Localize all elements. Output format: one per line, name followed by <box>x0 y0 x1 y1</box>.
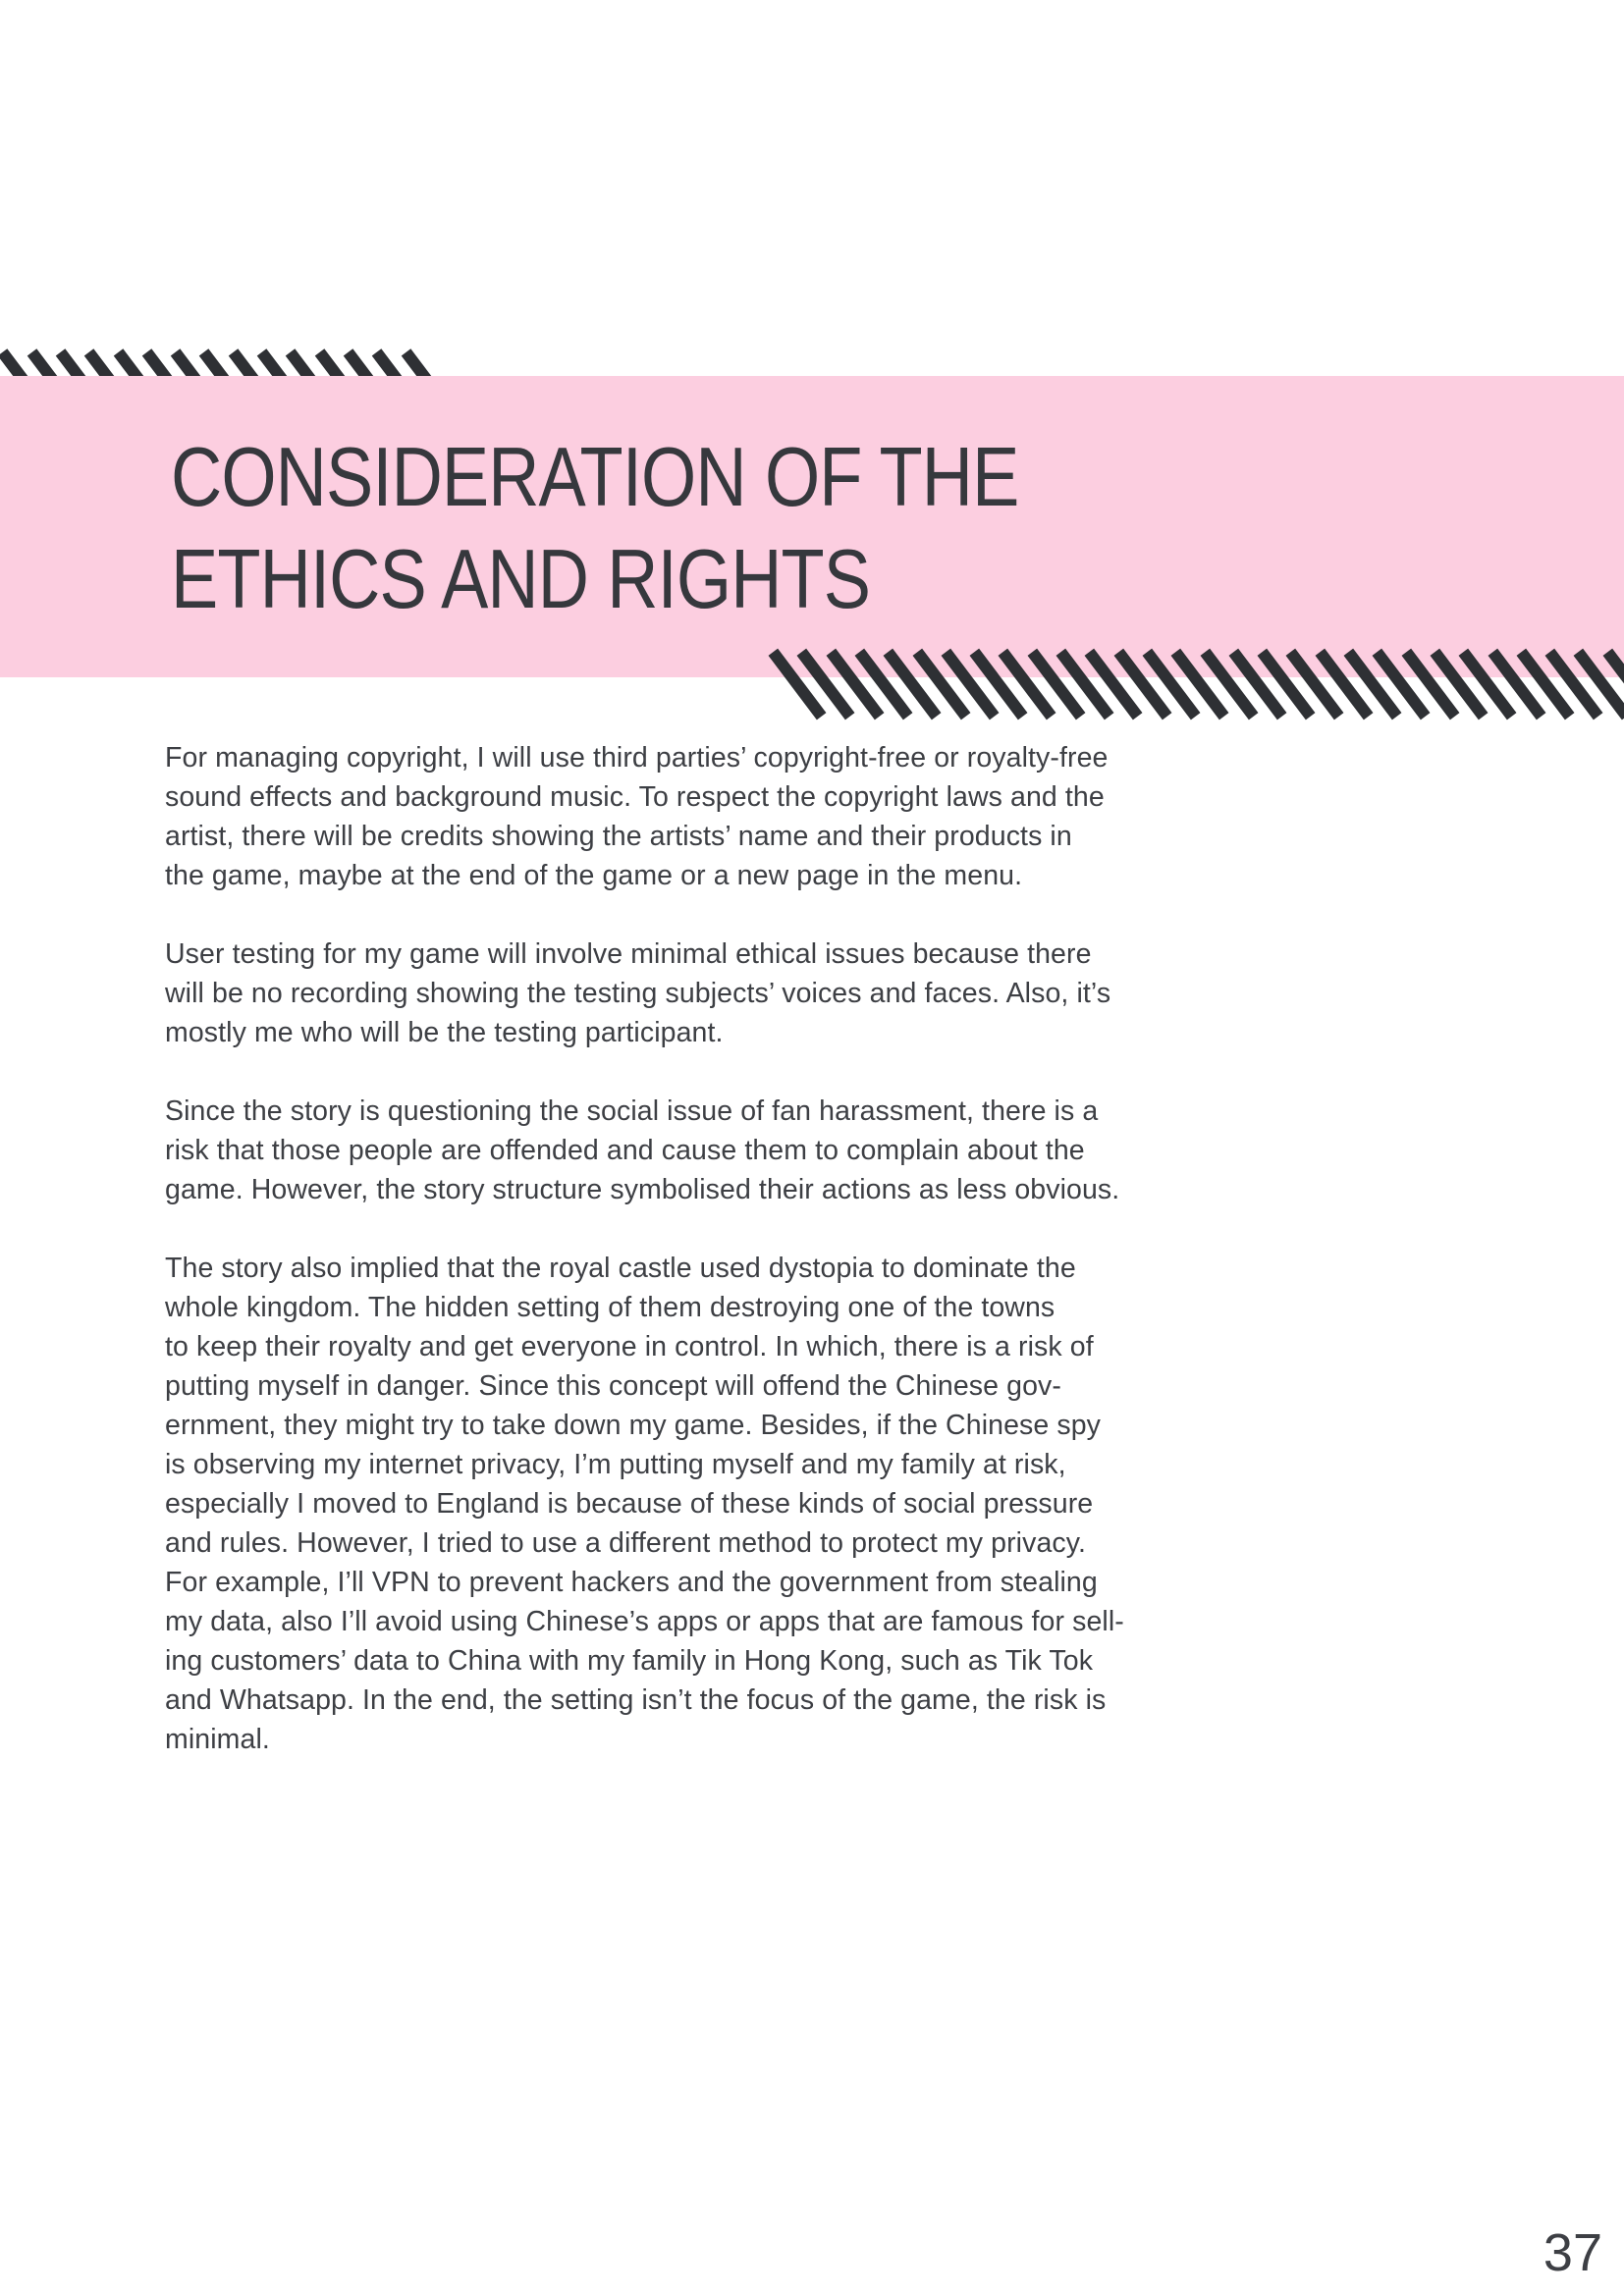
diagonal-stripe <box>884 649 942 721</box>
diagonal-stripe <box>912 649 970 721</box>
text-line: is observing my internet privacy, I’m putting myself and my family at risk, <box>165 1449 1066 1480</box>
page-number: 37 <box>1543 2223 1602 2282</box>
paragraph <box>165 934 1124 1052</box>
hatch-stripes-bottom-right <box>791 644 1624 724</box>
diagonal-stripe <box>1488 649 1545 721</box>
text-line: sound effects and background music. To respect the copyright laws and the <box>165 781 1105 813</box>
diagonal-stripe <box>826 649 884 721</box>
diagonal-stripe <box>1401 649 1459 721</box>
diagonal-stripe <box>1171 649 1229 721</box>
diagonal-stripe <box>797 649 855 721</box>
diagonal-stripe <box>1286 649 1344 721</box>
diagonal-stripe <box>1113 649 1171 721</box>
paragraph <box>165 1249 1124 1759</box>
diagonal-stripe <box>1373 649 1431 721</box>
text-line: to keep their royalty and get everyone in control. In which, there is a risk of <box>165 1331 1094 1362</box>
text-line: Since the story is questioning the social issue of fan harassment, there is a <box>165 1095 1099 1127</box>
body-paragraphs <box>165 738 1124 1798</box>
text-line: User testing for my game will involve minimal ethical issues because there <box>165 938 1092 970</box>
diagonal-stripe <box>1085 649 1143 721</box>
text-line: The story also implied that the royal castle used dystopia to dominate the <box>165 1253 1076 1284</box>
text-line: For managing copyright, I will use third parties’ copyright-free or royalty-free <box>165 742 1109 774</box>
text-line: especially I moved to England is because of these kinds of social pressure <box>165 1488 1094 1520</box>
text-line: ernment, they might try to take down my game. Besides, if the Chinese spy <box>165 1410 1101 1441</box>
page-title-line-1: CONSIDERATION OF THE <box>171 431 1019 524</box>
text-line: the game, maybe at the end of the game or a new page in the menu. <box>165 860 1023 891</box>
text-line: artist, there will be credits showing the artists’ name and their products in <box>165 821 1072 852</box>
text-line: and Whatsapp. In the end, the setting isn’t the focus of the game, the risk is <box>165 1684 1107 1716</box>
text-line: risk that those people are offended and cause them to complain about the <box>165 1135 1085 1166</box>
diagonal-stripe <box>1027 649 1085 721</box>
text-line: my data, also I’ll avoid using Chinese’s apps or apps that are famous for sell- <box>165 1606 1124 1637</box>
text-line: will be no recording showing the testing subjects’ voices and faces. Also, it’s <box>165 978 1111 1009</box>
text-line: game. However, the story structure symbolised their actions as less obvious. <box>165 1174 1120 1205</box>
title-banner <box>0 376 1624 677</box>
diagonal-stripe <box>1459 649 1517 721</box>
paragraph <box>165 738 1124 895</box>
text-line: mostly me who will be the testing participant. <box>165 1017 724 1048</box>
text-line: For example, I’ll VPN to prevent hackers and the government from stealing <box>165 1567 1098 1598</box>
diagonal-stripe <box>1200 649 1258 721</box>
text-line: whole kingdom. The hidden setting of them destroying one of the towns <box>165 1292 1056 1323</box>
page-title-line-2: ETHICS AND RIGHTS <box>171 533 871 626</box>
text-line: and rules. However, I tried to use a different method to protect my privacy. <box>165 1527 1086 1559</box>
text-line: ing customers’ data to China with my family in Hong Kong, such as Tik Tok <box>165 1645 1094 1677</box>
text-line: putting myself in danger. Since this concept will offend the Chinese gov- <box>165 1370 1061 1402</box>
paragraph <box>165 1092 1124 1209</box>
text-line: minimal. <box>165 1724 270 1755</box>
diagonal-stripe <box>1315 649 1373 721</box>
diagonal-stripe <box>999 649 1056 721</box>
